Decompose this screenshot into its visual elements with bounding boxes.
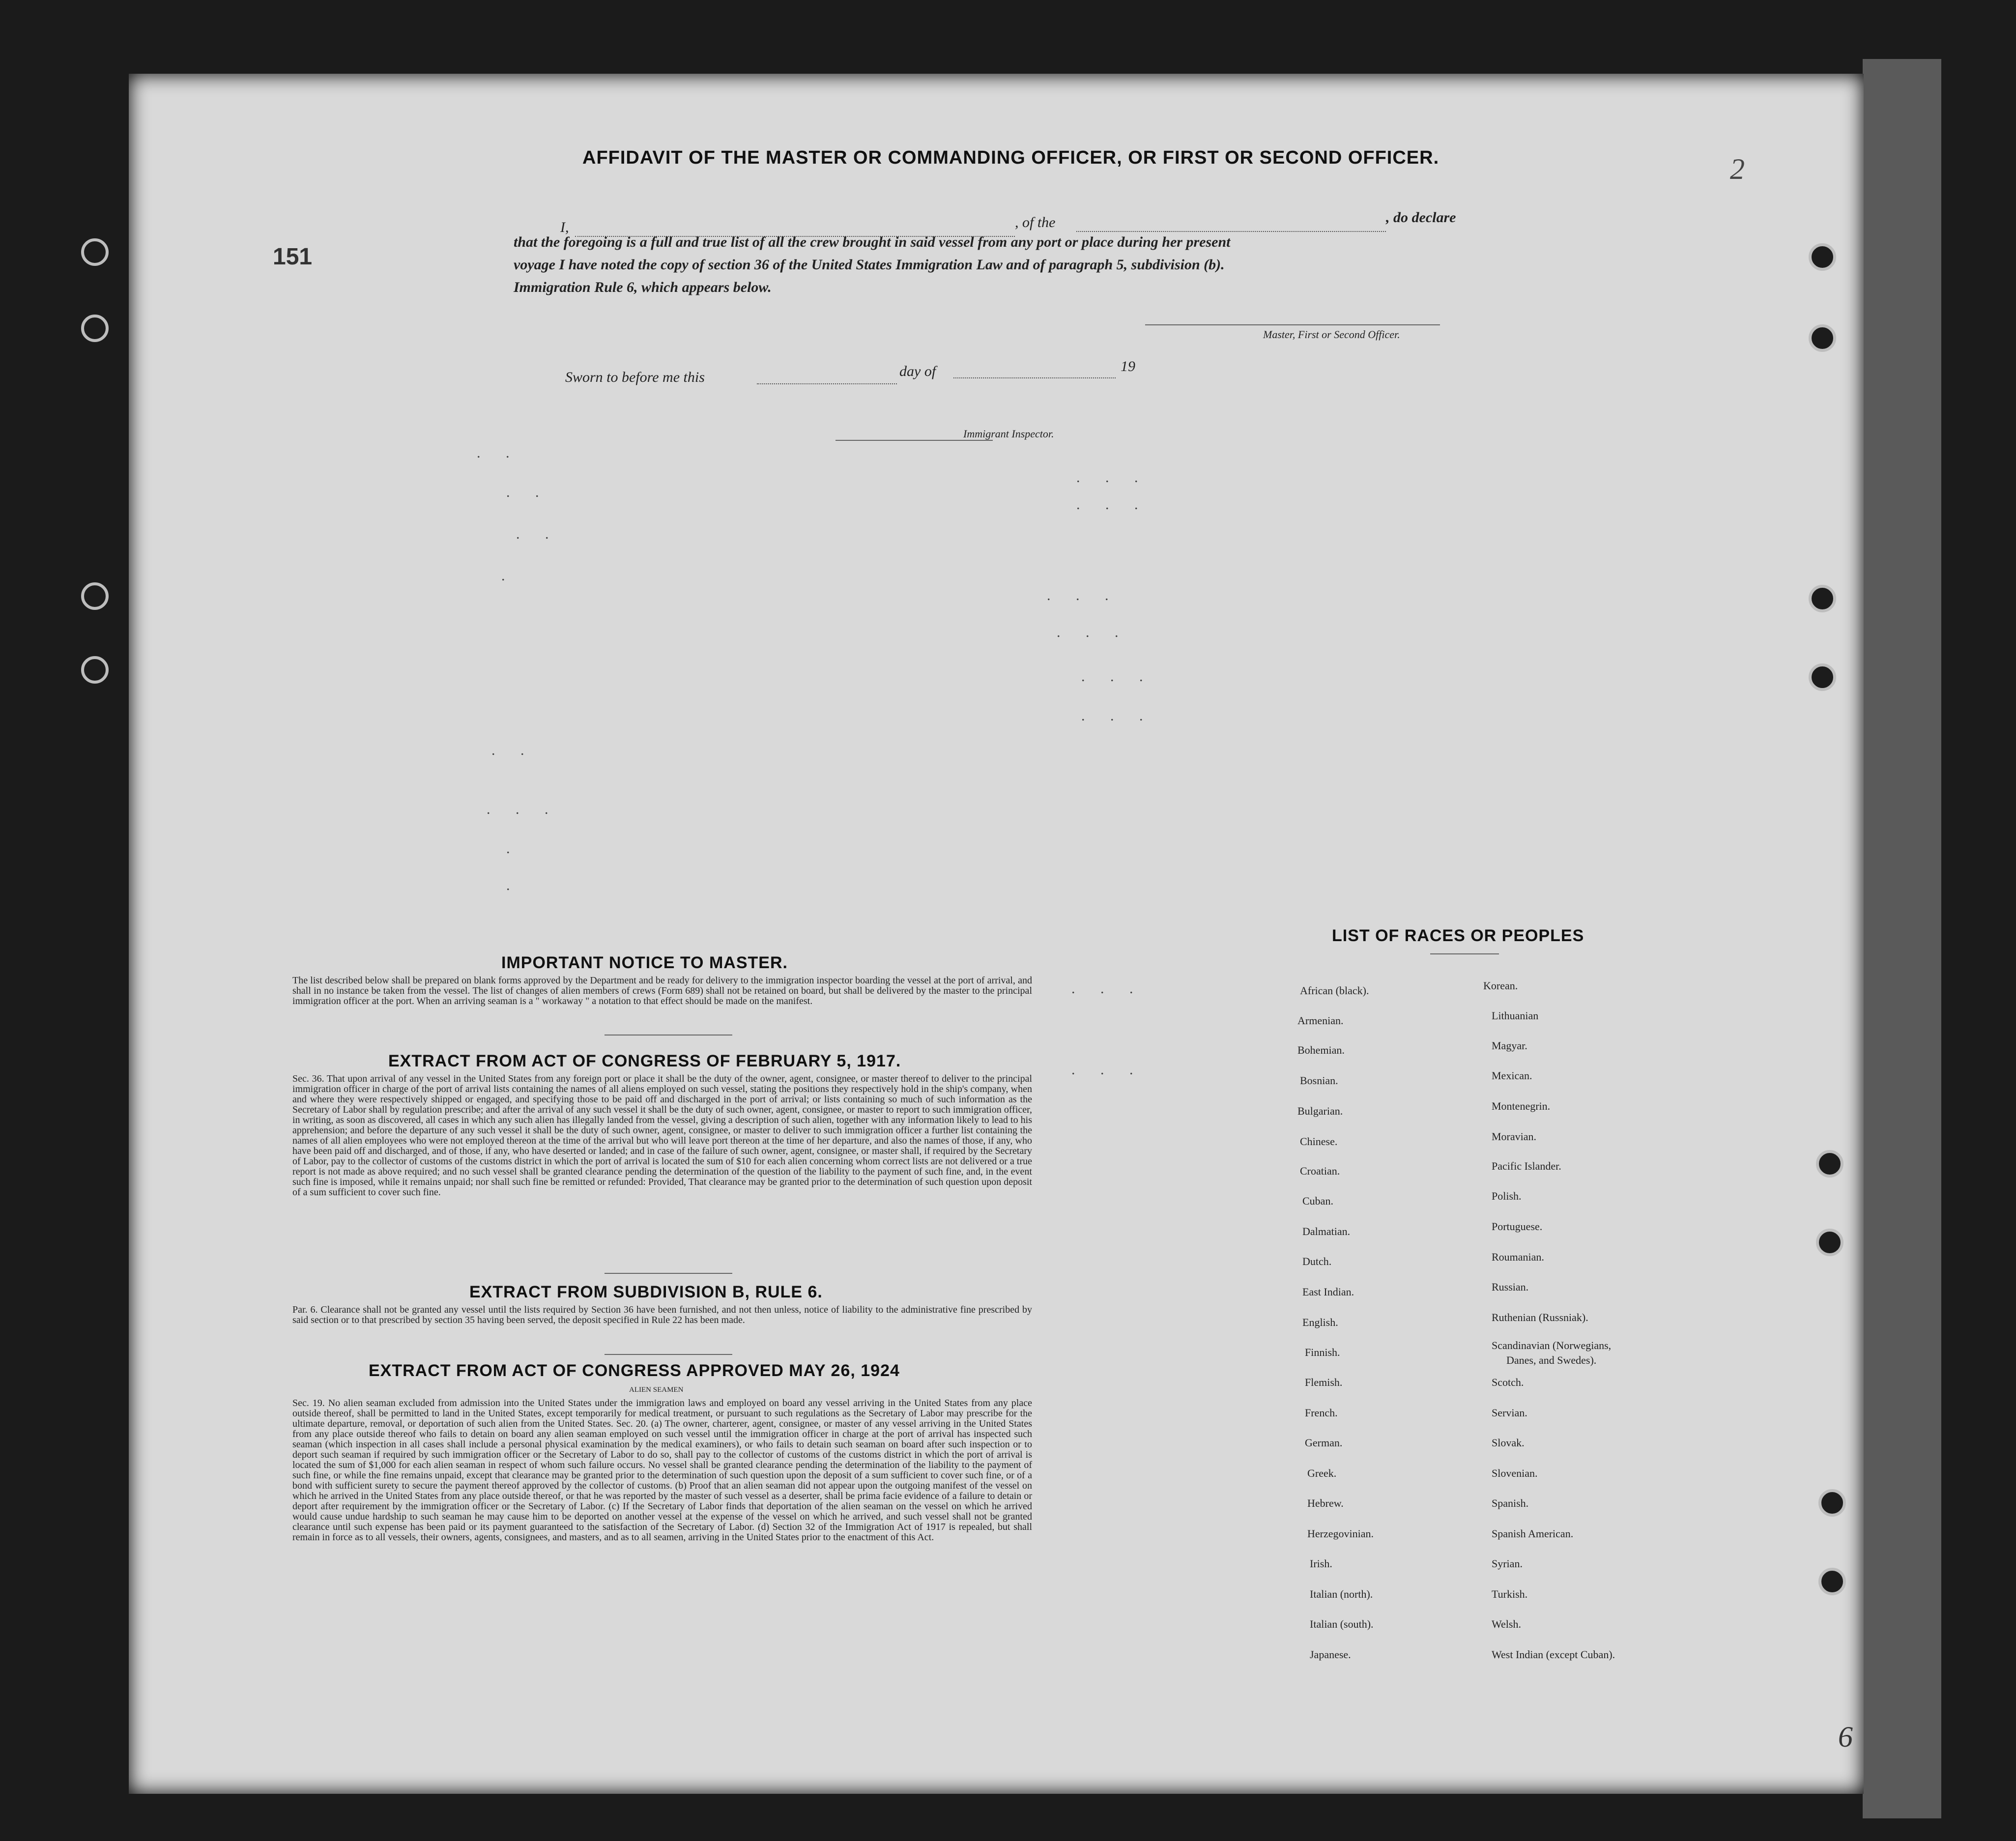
notice-text: The list described below shall be prepared on blank forms approved by the Department and be ready for delivery to the immigration inspector boarding the vessel at the port of arrival, and shall in no instance be taken from the vessel. The list of changes of alien members of crews (Form 689) shall not be retained on board, but shall be delivered by the master to the principal immigration officer at the port. When an arriving seaman is a " workaway " a notation to that effect should be made on the manifest. xyxy=(292,975,1032,1007)
dot-leader: . xyxy=(506,877,521,893)
affidavit-line4: Immigration Rule 6, which appears below. xyxy=(514,279,772,295)
page-edge-shadow xyxy=(1863,59,1941,1818)
race-item: English. xyxy=(1302,1316,1338,1328)
punch-hole xyxy=(1809,663,1836,691)
margin-number: 151 xyxy=(273,244,313,270)
race-item: Montenegrin. xyxy=(1492,1100,1551,1112)
signature-line xyxy=(1145,324,1440,325)
race-item: French. xyxy=(1305,1407,1338,1419)
notice-title: IMPORTANT NOTICE TO MASTER. xyxy=(501,953,788,972)
dot-leader: . . . xyxy=(1076,469,1149,486)
dot-leader: . . xyxy=(516,526,560,542)
affidavit-i: I, xyxy=(560,219,569,235)
bottom-mark: 6 xyxy=(1838,1721,1853,1753)
race-item: Pacific Islander. xyxy=(1492,1160,1561,1172)
dot-leader: . . . xyxy=(1057,624,1129,640)
race-item: Dutch. xyxy=(1302,1255,1332,1267)
dot-leader: . . xyxy=(506,484,550,500)
extract-1924-title: EXTRACT FROM ACT OF CONGRESS APPROVED MAY 26, 1924 xyxy=(369,1361,900,1380)
extract-1924-subtitle: ALIEN SEAMEN xyxy=(629,1386,684,1394)
race-item: Bohemian. xyxy=(1297,1044,1345,1056)
races-title: LIST OF RACES OR PEOPLES xyxy=(1332,926,1584,945)
section-divider xyxy=(605,1035,732,1036)
race-item: Polish. xyxy=(1492,1190,1522,1202)
affidavit-line3: voyage I have noted the copy of section 36 of the United States Immigration Law and of paragraph 5, subdivision (b). xyxy=(514,257,1225,273)
race-item: Servian. xyxy=(1492,1407,1527,1419)
dot-leader: . . . xyxy=(1071,1062,1144,1078)
race-item: Cuban. xyxy=(1302,1195,1333,1207)
dot-leader: . . . xyxy=(1076,496,1149,513)
race-item: Japanese. xyxy=(1310,1648,1351,1661)
dot-leader: . xyxy=(506,840,521,857)
dot-leader: . . xyxy=(491,742,535,758)
section-divider xyxy=(605,1354,732,1355)
year-prefix: 19 xyxy=(1121,358,1135,374)
sworn-text: Sworn to before me this xyxy=(565,369,705,385)
race-item: Irish. xyxy=(1310,1557,1332,1570)
race-item: Portuguese. xyxy=(1492,1220,1543,1233)
punch-hole xyxy=(1809,324,1836,352)
race-item: East Indian. xyxy=(1302,1286,1354,1298)
dot-leader: . . . xyxy=(1081,708,1154,724)
punch-hole xyxy=(1809,243,1836,271)
sworn-day-line xyxy=(757,383,897,384)
dot-leader: . . . xyxy=(1047,587,1120,604)
race-item: Lithuanian xyxy=(1492,1009,1539,1022)
punch-hole xyxy=(81,582,109,610)
race-item: Welsh. xyxy=(1492,1618,1521,1630)
affidavit-title: AFFIDAVIT OF THE MASTER OR COMMANDING OFFICER, OR FIRST OR SECOND OFFICER. xyxy=(582,147,1440,168)
inspector-caption: Immigrant Inspector. xyxy=(963,428,1054,440)
extract-1924-text: Sec. 19. No alien seaman excluded from admission into the United States under the immigration laws and employed on board any vessel arriving in the United States from any place outside thereof, shall be permitted to land in the United States, except temporarily for medical treatment, or pursuant to such regulations as the Secretary of Labor may prescribe for the ultimate departure, removal, or deportation of such alien from the United States. Sec. 20. (a) The owner, charterer, agent, consignee, or master of any vessel arriving in the United States from any place outside thereof who fails to detain on board any alien seaman employed on such vessel until the immigration officer in charge at the port of arrival has inspected such seaman (which inspection in all cases shall include a personal physical examination by the medical examiners), or who fails to detain such seaman on board after such inspection or to deport such seaman if required by such immigration officer or the Secretary of Labor to do so, shall pay to the collector of customs of the customs district in which the port of arrival is located the sum of $1,000 for each alien seaman in respect of whom such failure occurs. No vessel shall be granted clearance pending the determination of the liability to the payment of such fine, or while the fine remains unpaid, except that clearance may be granted prior to the determination of such question upon the deposit of a sum sufficient to cover such fine, or of a bond with sufficient surety to secure the payment thereof approved by the collector of customs. (b) Proof that an alien seaman did not appear upon the outgoing manifest of the vessel on which he arrived in the United States from any place outside thereof, or that he was reported by the master of such vessel as a deserter, shall be prima facie evidence of a failure to detain or deport after requirement by the immigration officer or the Secretary of Labor. (c) If the Secretary of Labor finds that deportation of the alien seaman on the vessel on which he arrived would cause undue hardship to such seaman he may cause him to be deported on another vessel at the expense of the vessel on which he arrived, and such vessel shall not be granted clearance until such expense has been paid or its payment guaranteed to the satisfaction of the Secretary of Labor. (d) Section 32 of the Immigration Act of 1917 is repealed, but shall remain in force as to all vessels, their owners, agents, consignees, and masters, and as to all seamen, arriving in the United States prior to the enactment of this Act. xyxy=(292,1398,1032,1543)
punch-hole xyxy=(1816,1150,1843,1178)
signature-caption: Master, First or Second Officer. xyxy=(1263,328,1400,341)
punch-hole xyxy=(1818,1489,1846,1517)
race-item: Flemish. xyxy=(1305,1376,1343,1388)
race-item: Bulgarian. xyxy=(1297,1105,1343,1117)
race-item: Syrian. xyxy=(1492,1557,1523,1570)
corner-mark: 2 xyxy=(1730,153,1745,185)
race-item: Greek. xyxy=(1307,1467,1337,1479)
punch-hole xyxy=(81,238,109,266)
dot-leader: . . . xyxy=(1071,980,1144,997)
race-item: Scotch. xyxy=(1492,1376,1524,1388)
extract-1917-text: Sec. 36. That upon arrival of any vessel in the United States from any foreign port or place it shall be the duty of the owner, agent, consignee, or master thereof to deliver to the principal immigration officer in charge of the port of arrival lists containing the names of all aliens employed on such vessel, stating the positions they respectively hold in the ship's company, when and where they were respectively shipped or engaged, and specifying those to be paid off and discharged in the port of arrival; or lists containing so much of such information as the Secretary of Labor shall by regulation prescribe; and after the arrival of any such vessel it shall be the duty of such owner, agent, consignee, or master to report to such immigration officer, in writing, as soon as discovered, all cases in which any such alien has illegally landed from the vessel, giving a description of such alien, together with any information likely to lead to his apprehension; and before the departure of any such vessel it shall be the duty of such owner, agent, consignee, or master to deliver to such immigration officer a further list containing the names of all alien employees who were not employed thereon at the time of the arrival but who will leave port thereon at the time of her departure, and also the names of those, if any, who have been paid off and discharged, and of those, if any, who have deserted or landed; and in case of the failure of such owner, agent, consignee, or master shall, if required by the Secretary of Labor, pay to the collector of customs of the customs district in which the port of arrival is located the sum of $10 for each alien concerning whom correct lists are not delivered or a true report is not made as above required; and no such vessel shall be granted clearance pending the determination of the question of the liability to the payment of such fine, and, in the event such fine is imposed, while it remains unpaid; nor shall such fine be remitted or refunded: Provided, That clearance may be granted prior to the determination of such question upon deposit of a sum sufficient to cover such fine. xyxy=(292,1073,1032,1198)
race-item: West Indian (except Cuban). xyxy=(1492,1648,1615,1661)
race-item: Spanish. xyxy=(1492,1497,1529,1509)
race-item: Herzegovinian. xyxy=(1307,1527,1374,1540)
race-item: Mexican. xyxy=(1492,1069,1532,1082)
section-divider xyxy=(605,1273,732,1274)
race-item: German. xyxy=(1305,1437,1343,1449)
affidavit-of-the: , of the xyxy=(1015,214,1056,230)
race-item: Turkish. xyxy=(1492,1588,1528,1600)
race-item: Hebrew. xyxy=(1307,1497,1344,1509)
race-item: Armenian. xyxy=(1297,1014,1344,1027)
race-item: Danes, and Swedes). xyxy=(1506,1354,1597,1366)
punch-hole xyxy=(1809,585,1836,612)
dot-leader: . . . xyxy=(487,801,559,817)
race-item: Ruthenian (Russniak). xyxy=(1492,1311,1588,1323)
race-item: Russian. xyxy=(1492,1281,1529,1293)
race-item: African (black). xyxy=(1300,984,1369,997)
punch-hole xyxy=(1816,1229,1843,1256)
section-divider xyxy=(1430,953,1499,954)
race-item: Magyar. xyxy=(1492,1039,1527,1052)
race-item: Korean. xyxy=(1483,979,1518,992)
race-item: Roumanian. xyxy=(1492,1251,1544,1263)
race-item: Bosnian. xyxy=(1300,1074,1338,1087)
race-item: Croatian. xyxy=(1300,1165,1340,1177)
affidavit-line2: that the foregoing is a full and true list of all the crew brought in said vessel from any port or place during her present xyxy=(514,234,1231,250)
race-item: Spanish American. xyxy=(1492,1527,1574,1540)
race-item: Chinese. xyxy=(1300,1135,1338,1148)
extract-rule6-text: Par. 6. Clearance shall not be granted any vessel until the lists required by Section 36 have been furnished, and not then unless, notice of liability to the administrative fine prescribed by said section or to that prescribed by section 35 having been served, the deposit specified in Rule 22 has been made. xyxy=(292,1304,1032,1325)
sworn-month-line xyxy=(953,377,1116,378)
extract-rule6-title: EXTRACT FROM SUBDIVISION B, RULE 6. xyxy=(469,1283,823,1301)
race-item: Slovak. xyxy=(1492,1437,1525,1449)
day-of-text: day of xyxy=(899,363,936,379)
race-item: Dalmatian. xyxy=(1302,1225,1351,1237)
race-item: Finnish. xyxy=(1305,1346,1340,1358)
dot-leader: . . xyxy=(477,445,520,461)
punch-hole xyxy=(81,656,109,684)
dot-leader: . . . xyxy=(1081,668,1154,685)
dot-leader: . xyxy=(501,568,516,584)
race-item: Scandinavian (Norwegians, xyxy=(1492,1339,1612,1352)
race-item: Slovenian. xyxy=(1492,1467,1538,1479)
extract-1917-title: EXTRACT FROM ACT OF CONGRESS OF FEBRUARY 5, 1917. xyxy=(388,1052,901,1070)
race-item: Italian (north). xyxy=(1310,1588,1373,1600)
race-item: Moravian. xyxy=(1492,1130,1537,1143)
race-item: Italian (south). xyxy=(1310,1618,1374,1630)
punch-hole xyxy=(81,315,109,342)
punch-hole xyxy=(1818,1568,1846,1595)
affidavit-declare: , do declare xyxy=(1386,209,1456,226)
